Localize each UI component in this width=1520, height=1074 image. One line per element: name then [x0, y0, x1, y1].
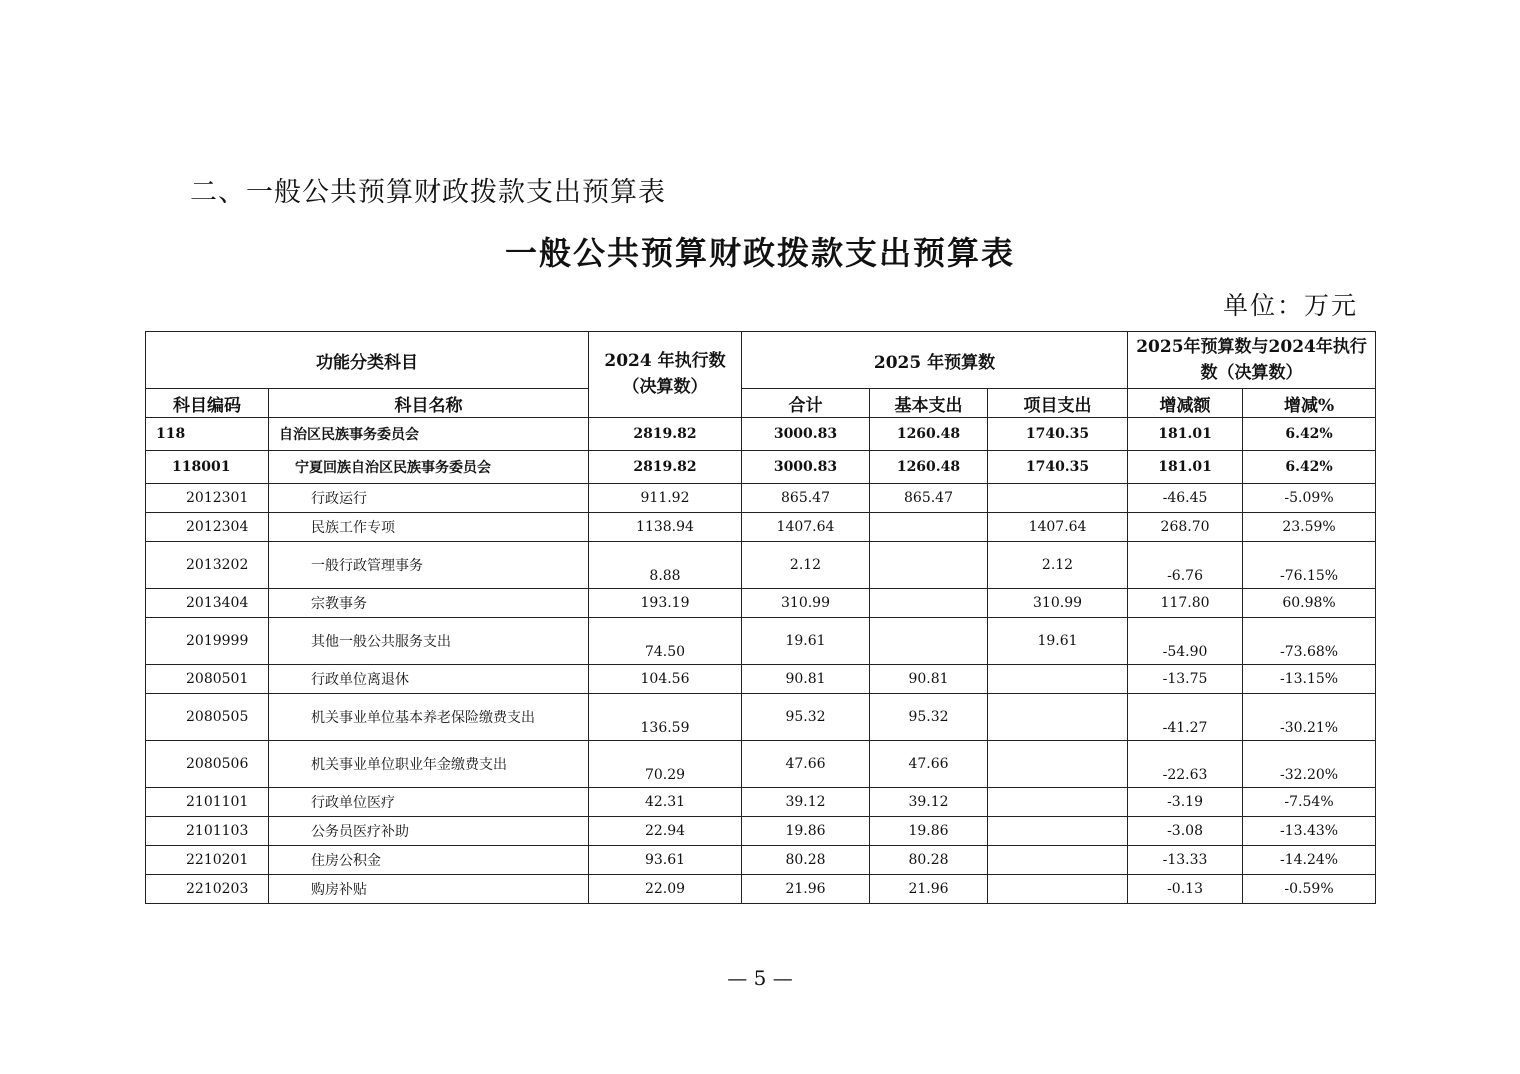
row-basic: 1260.48	[870, 451, 988, 484]
row-name: 公务员医疗补助	[269, 817, 589, 846]
row-total: 1407.64	[742, 513, 870, 542]
table-row	[146, 513, 1376, 542]
row-pct: 23.59%	[1243, 513, 1376, 542]
row-project: 1407.64	[988, 513, 1128, 542]
row-project: 19.61	[988, 618, 1128, 665]
row-pct: -0.59%	[1243, 875, 1376, 904]
row-basic: 47.66	[870, 741, 988, 788]
table-row	[146, 817, 1376, 846]
row-pct: -30.21%	[1243, 694, 1376, 741]
row-project	[988, 846, 1128, 875]
row-basic	[870, 589, 988, 618]
row-project: 1740.35	[988, 451, 1128, 484]
row-name: 行政单位医疗	[269, 788, 589, 817]
row-exec-2024: 22.09	[589, 875, 742, 904]
table-row	[146, 875, 1376, 904]
row-total: 39.12	[742, 788, 870, 817]
row-project	[988, 665, 1128, 694]
table-title: 一般公共预算财政拨款支出预算表	[504, 234, 1015, 272]
header-budget-2025: 2025 年预算数	[742, 332, 1128, 389]
row-exec-2024: 74.50	[589, 618, 742, 665]
row-pct: 6.42%	[1243, 418, 1376, 451]
header-pct: 增减%	[1243, 389, 1376, 418]
row-pct: -14.24%	[1243, 846, 1376, 875]
row-basic: 39.12	[870, 788, 988, 817]
table-row	[146, 741, 1376, 788]
row-basic: 80.28	[870, 846, 988, 875]
row-name: 民族工作专项	[269, 513, 589, 542]
row-exec-2024: 42.31	[589, 788, 742, 817]
table-row	[146, 788, 1376, 817]
row-pct: 6.42%	[1243, 451, 1376, 484]
row-project: 310.99	[988, 589, 1128, 618]
row-exec-2024: 193.19	[589, 589, 742, 618]
row-code: 2013202	[146, 542, 269, 589]
row-exec-2024: 136.59	[589, 694, 742, 741]
row-basic: 19.86	[870, 817, 988, 846]
row-diff: -13.75	[1128, 665, 1243, 694]
table-row	[146, 418, 1376, 451]
row-code: 2013404	[146, 589, 269, 618]
row-diff: 181.01	[1128, 418, 1243, 451]
row-total: 47.66	[742, 741, 870, 788]
row-total: 21.96	[742, 875, 870, 904]
header-code: 科目编码	[146, 389, 269, 418]
row-exec-2024: 2819.82	[589, 418, 742, 451]
table-row	[146, 665, 1376, 694]
row-total: 3000.83	[742, 418, 870, 451]
unit-label: 单位：万元	[1222, 291, 1358, 320]
row-code: 2101101	[146, 788, 269, 817]
row-name: 住房公积金	[269, 846, 589, 875]
row-name: 自治区民族事务委员会	[269, 418, 589, 451]
row-pct: 60.98%	[1243, 589, 1376, 618]
row-exec-2024: 2819.82	[589, 451, 742, 484]
row-diff: -41.27	[1128, 694, 1243, 741]
row-diff: -0.13	[1128, 875, 1243, 904]
row-name: 其他一般公共服务支出	[269, 618, 589, 665]
row-basic	[870, 513, 988, 542]
row-basic: 865.47	[870, 484, 988, 513]
row-basic: 90.81	[870, 665, 988, 694]
header-row-1	[146, 332, 1376, 389]
table-row	[146, 694, 1376, 741]
table-row	[146, 451, 1376, 484]
row-code: 2210201	[146, 846, 269, 875]
row-project	[988, 741, 1128, 788]
row-name: 机关事业单位基本养老保险缴费支出	[269, 694, 589, 741]
row-diff: -3.19	[1128, 788, 1243, 817]
budget-table	[145, 331, 1376, 904]
row-name: 一般行政管理事务	[269, 542, 589, 589]
row-project	[988, 484, 1128, 513]
table-row	[146, 589, 1376, 618]
table-row	[146, 542, 1376, 589]
header-total: 合计	[742, 389, 870, 418]
header-function-class: 功能分类科目	[146, 332, 589, 389]
row-exec-2024: 70.29	[589, 741, 742, 788]
row-name: 行政单位离退休	[269, 665, 589, 694]
row-name: 机关事业单位职业年金缴费支出	[269, 741, 589, 788]
row-diff: -13.33	[1128, 846, 1243, 875]
row-code: 2012301	[146, 484, 269, 513]
row-project	[988, 788, 1128, 817]
row-diff: -46.45	[1128, 484, 1243, 513]
row-exec-2024: 8.88	[589, 542, 742, 589]
row-exec-2024: 93.61	[589, 846, 742, 875]
row-project	[988, 875, 1128, 904]
row-code: 2080506	[146, 741, 269, 788]
row-name: 行政运行	[269, 484, 589, 513]
row-exec-2024: 22.94	[589, 817, 742, 846]
row-diff: 268.70	[1128, 513, 1243, 542]
row-pct: -13.15%	[1243, 665, 1376, 694]
row-name: 宁夏回族自治区民族事务委员会	[269, 451, 589, 484]
header-basic: 基本支出	[870, 389, 988, 418]
row-code: 2210203	[146, 875, 269, 904]
row-total: 865.47	[742, 484, 870, 513]
row-exec-2024: 1138.94	[589, 513, 742, 542]
row-total: 310.99	[742, 589, 870, 618]
row-total: 19.86	[742, 817, 870, 846]
row-basic: 95.32	[870, 694, 988, 741]
row-project: 2.12	[988, 542, 1128, 589]
row-diff: -6.76	[1128, 542, 1243, 589]
row-code: 2080505	[146, 694, 269, 741]
row-pct: -32.20%	[1243, 741, 1376, 788]
row-code: 2101103	[146, 817, 269, 846]
row-project	[988, 694, 1128, 741]
row-pct: -73.68%	[1243, 618, 1376, 665]
row-pct: -13.43%	[1243, 817, 1376, 846]
row-total: 95.32	[742, 694, 870, 741]
row-project	[988, 817, 1128, 846]
row-total: 3000.83	[742, 451, 870, 484]
row-code: 118001	[146, 451, 269, 484]
section-heading: 二、一般公共预算财政拨款支出预算表	[190, 177, 666, 208]
header-project: 项目支出	[988, 389, 1128, 418]
row-code: 2012304	[146, 513, 269, 542]
row-diff: -54.90	[1128, 618, 1243, 665]
row-diff: -22.63	[1128, 741, 1243, 788]
row-name: 宗教事务	[269, 589, 589, 618]
row-total: 2.12	[742, 542, 870, 589]
header-change: 2025年预算数与2024年执行数（决算数）	[1128, 332, 1376, 389]
row-diff: 181.01	[1128, 451, 1243, 484]
row-diff: -3.08	[1128, 817, 1243, 846]
row-project: 1740.35	[988, 418, 1128, 451]
header-exec-2024: 2024 年执行数（决算数）	[589, 332, 742, 418]
header-name: 科目名称	[269, 389, 589, 418]
row-code: 2019999	[146, 618, 269, 665]
table-row	[146, 846, 1376, 875]
row-exec-2024: 104.56	[589, 665, 742, 694]
row-code: 2080501	[146, 665, 269, 694]
row-code: 118	[146, 418, 269, 451]
row-basic: 1260.48	[870, 418, 988, 451]
row-total: 80.28	[742, 846, 870, 875]
row-pct: -5.09%	[1243, 484, 1376, 513]
row-name: 购房补贴	[269, 875, 589, 904]
row-diff: 117.80	[1128, 589, 1243, 618]
table-row	[146, 484, 1376, 513]
table-row	[146, 618, 1376, 665]
row-basic	[870, 618, 988, 665]
row-pct: -76.15%	[1243, 542, 1376, 589]
row-pct: -7.54%	[1243, 788, 1376, 817]
header-row-2	[146, 389, 1376, 418]
row-basic	[870, 542, 988, 589]
row-total: 19.61	[742, 618, 870, 665]
page-number: — 5 —	[727, 966, 793, 990]
row-total: 90.81	[742, 665, 870, 694]
budget-table-body	[146, 418, 1376, 904]
row-basic: 21.96	[870, 875, 988, 904]
header-diff: 增减额	[1128, 389, 1243, 418]
row-exec-2024: 911.92	[589, 484, 742, 513]
